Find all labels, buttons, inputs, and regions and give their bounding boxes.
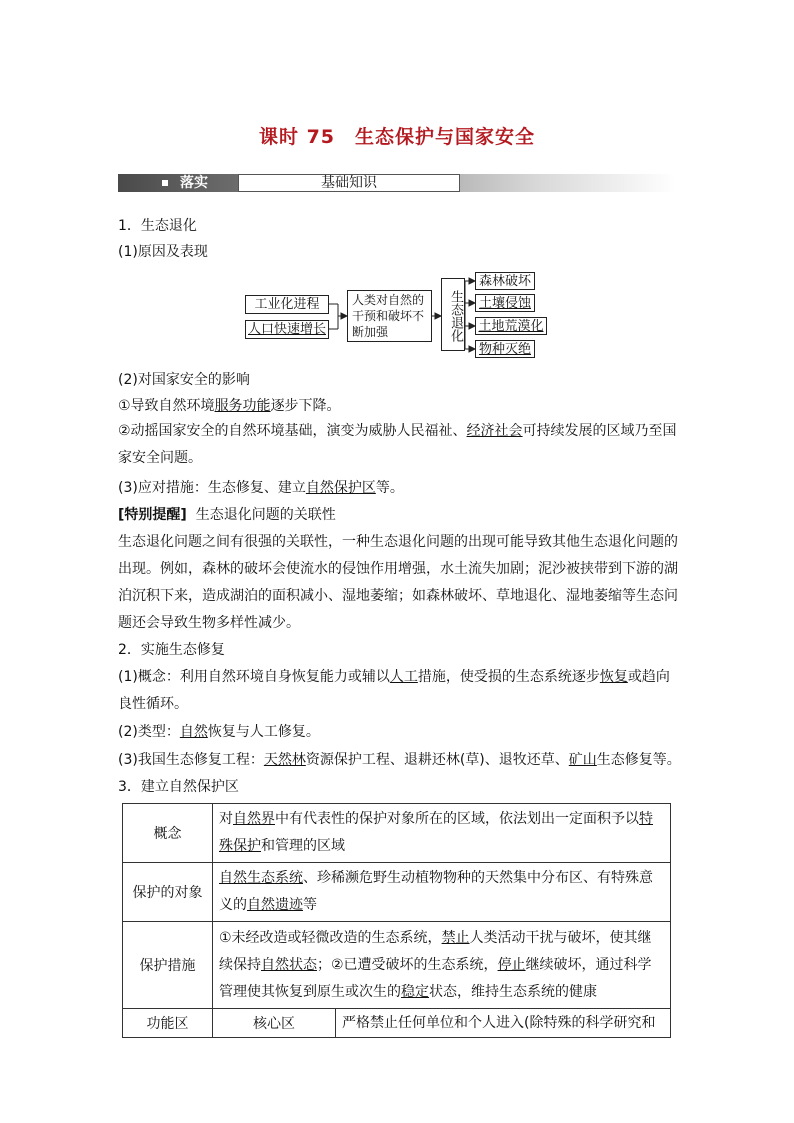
c1-underlined-2: 恢复 (599, 669, 628, 685)
effect-box-species (475, 340, 535, 358)
effect-box-soil (475, 294, 535, 312)
c3-text-c: 生态修复等。 (596, 752, 681, 768)
measure-text-e: 状态，维持生态系统的健康 (429, 983, 597, 1000)
section-2-types (118, 722, 320, 742)
tip-title: 生态退化问题的关联性 (195, 507, 336, 523)
tip-label: [特别提醒] (118, 507, 187, 523)
section-2-projects (118, 750, 681, 770)
measure-text-c: ；②已遭受破坏的生态系统， (317, 956, 498, 973)
row-header-measure: 保护措施 (123, 922, 213, 1009)
function-zone-desc: 严格禁止任何单位和个人进入(除特殊的科学研究和 (336, 1009, 671, 1038)
effect-box-desertification (475, 317, 547, 335)
sub3-text-b: 等。 (375, 480, 404, 496)
c2-text-a: (2)类型： (118, 724, 180, 740)
section-1-sub1: (1)原因及表现 (118, 244, 208, 260)
p1-underlined: 服务功能 (214, 398, 271, 414)
concept-text-b: 中有代表性的保护对象所在的区域，依法划出一定面积予以 (275, 811, 639, 827)
table-row (123, 863, 671, 922)
table-row (123, 1009, 671, 1038)
measure-underlined-4: 稳定 (401, 983, 429, 1000)
section-1-sub2: (2)对国家安全的影响 (118, 372, 250, 388)
section-1-heading: 1．生态退化 (118, 218, 197, 234)
effect-species-text: 物种灭绝 (478, 342, 531, 357)
section-1-sub3 (118, 478, 404, 498)
c3-underlined-1: 天然林 (263, 752, 306, 768)
c1-underlined-1: 人工 (389, 669, 418, 685)
tip-heading (118, 505, 336, 525)
object-underlined-1: 自然生态系统 (219, 870, 303, 886)
section-3-heading: 3．建立自然保护区 (118, 779, 239, 795)
impact-point-1 (118, 396, 341, 416)
sub3-underlined: 自然保护区 (305, 480, 376, 496)
middle-box: 人类对自然的干预和破坏不断加强 (347, 290, 432, 342)
concept-text-c: 和管理的区域 (261, 838, 345, 854)
row-header-concept: 概念 (123, 804, 213, 863)
tip-body: 生态退化问题之间有很强的关联性，一种生态退化问题的出现可能导致其他生态退化问题的出现。例如，森林的破坏会使流水的侵蚀作用增强，水土流失加剧；泥沙被挟带到下游的湖泊沉积下来，造成湖泊的面积减小、湿地萎缩；如森林破坏、草地退化、湿地萎缩等生态问题还会导致生物多样性减少。 (118, 534, 678, 631)
banner-label-right: 基础知识 (238, 174, 460, 192)
effect-desert-text: 土地荒漠化 (478, 319, 544, 334)
effect-box-forest: 森林破坏 (475, 272, 535, 290)
row-content-concept (213, 804, 671, 863)
function-zone-name: 核心区 (213, 1009, 336, 1038)
measure-text-b: 人类活动干扰与破坏，使其继续保持 (219, 929, 652, 973)
center-box-degradation: 生态退化 (441, 278, 465, 351)
banner-label-left: 落实 (180, 175, 208, 191)
measure-text-a: ①未经改造或轻微改造的生态系统， (219, 929, 442, 946)
concept-underlined-2: 特殊保护 (219, 811, 653, 854)
row-header-object: 保护的对象 (123, 863, 213, 922)
measure-underlined-1: 禁止 (441, 929, 470, 946)
measure-underlined-2: 自然状态 (261, 956, 317, 973)
concept-text-a: 对 (219, 811, 233, 827)
p1-text-a: ①导致自然环境 (118, 398, 215, 414)
p2-underlined: 经济社会 (466, 423, 523, 439)
p2-text-a: ②动摇国家安全的自然环境基础，演变为威胁人民福祉、 (118, 423, 467, 439)
cause-box-industrialization: 工业化进程 (245, 295, 329, 314)
cause-population-text: 人口快速增长 (247, 322, 326, 337)
impact-point-2 (118, 418, 678, 472)
object-text-b: 、珍稀濒危野生动植物物种的天然集中分布区、有特殊意义的 (219, 870, 653, 913)
tip-label-text: 特别提醒 (124, 507, 181, 523)
p1-text-b: 逐步下降。 (270, 398, 341, 414)
row-content-measure (213, 922, 671, 1009)
c3-text-b: 资源保护工程、退耕还林(草)、退牧还草、 (305, 752, 569, 768)
section-2-concept (118, 664, 678, 718)
section-2-heading: 2．实施生态修复 (118, 642, 225, 658)
c1-text-c: 或趋向良性循环。 (118, 669, 670, 712)
cause-box-population (245, 320, 329, 339)
table-row (123, 922, 671, 1009)
c3-underlined-2: 矿山 (568, 752, 597, 768)
nature-reserve-table (122, 803, 671, 1038)
object-text-c: 等 (303, 897, 317, 913)
page-title: 课时 75 生态保护与国家安全 (258, 126, 536, 148)
c1-text-b: 措施，使受损的生态系统逐步 (417, 669, 600, 685)
c1-text-a: (1)概念：利用自然环境自身恢复能力或辅以 (118, 669, 390, 685)
measure-text-d: 继续破坏，通过科学管理使其恢复到原生或次生的 (219, 956, 652, 1000)
concept-underlined-1: 自然界 (233, 811, 275, 827)
row-content-object (213, 863, 671, 922)
p2-text-b: 可持续发展的区域乃至国家安全问题。 (118, 423, 677, 466)
effect-soil-text: 土壤侵蚀 (478, 296, 531, 311)
c2-text-b: 恢复与人工修复。 (207, 724, 320, 740)
c2-underlined: 自然 (179, 724, 208, 740)
table-row (123, 804, 671, 863)
row-header-function: 功能区 (123, 1009, 213, 1038)
c3-text-a: (3)我国生态修复工程： (118, 752, 264, 768)
sub3-text-a: (3)应对措施：生态修复、建立 (118, 480, 306, 496)
measure-underlined-3: 停止 (497, 956, 526, 973)
object-underlined-2: 自然遗迹 (247, 897, 303, 913)
